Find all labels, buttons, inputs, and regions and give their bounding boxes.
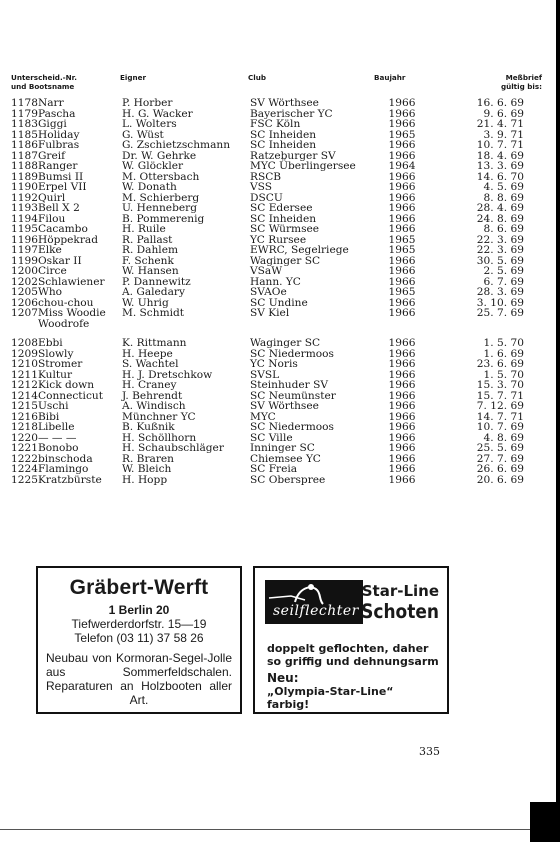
cell-name: Giggi [37,118,67,130]
cell-year: 1966 [388,223,416,235]
cell-name: Erpel VII [37,181,87,193]
cell-nr: 1214 [11,389,38,402]
ad-company-name: Gräbert-Werft [69,576,209,599]
boat-register-table [11,98,526,485]
table-row [11,475,526,486]
cell-nr: 1220 [11,431,38,444]
cell-nr: 1225 [11,473,38,486]
cell-valid: 21. 4. 71 [476,118,524,130]
cell-year: 1966 [388,265,416,277]
cell-club: SC Ville [249,431,293,444]
cell-valid: 8. 8. 69 [483,191,524,204]
cell-club: FSC Köln [249,118,301,130]
cell-year: 1965 [388,286,416,298]
cell-owner: B. Pommerenig [121,212,205,225]
cell-name: Höppekrad [37,233,98,246]
cell-name: Fulbras [37,139,80,151]
cell-club: EWRC, Segelriege [249,244,349,256]
table-row [11,401,526,412]
header-nr: Unterscheid.-Nr. [11,73,77,82]
cell-valid: 7. 12. 69 [476,400,524,412]
table-row [11,119,526,130]
cell-club: MYC Überlingersee [249,160,356,172]
cell-club: Waginger SC [249,254,321,267]
cell-valid: 15. 3. 70 [476,379,524,391]
cell-valid: 6. 7. 69 [483,275,524,288]
cell-year: 1966 [388,139,416,151]
cell-nr: 1194 [11,212,38,225]
cell-club [250,319,378,330]
scan-shadow [530,802,560,842]
cell-year [378,319,426,330]
cell-owner: S. Wachtel [121,358,179,370]
cell-year: 1966 [388,170,416,183]
cell-nr: 1202 [11,275,38,288]
cell-year: 1966 [388,97,416,109]
table-row [11,308,526,319]
header-nr-name [11,73,77,91]
cell-club: Inninger SC [249,442,315,454]
cell-name: Woodrofe [37,317,90,330]
cell-valid: 8. 6. 69 [483,223,524,235]
cell-name: Bumsi II [37,170,84,183]
cell-valid: 18. 4. 69 [476,149,524,162]
ad-street: Tiefwerderdorfstr. 15—19 [71,617,207,631]
ad-city: 1 Berlin 20 [108,603,170,617]
cell-year: 1966 [388,181,416,193]
cell-owner: U. Henneberg [121,202,197,214]
cell-valid: 30. 5. 69 [476,254,524,267]
cell-nr: 1183 [11,118,38,130]
cell-owner: W. Donath [121,181,177,193]
register-group-b [11,338,526,485]
cell-owner: M. Schierberg [121,191,200,204]
cell-club: YC Noris [249,358,298,370]
cell-year: 1966 [388,118,416,130]
cell-club: VSS [249,181,272,193]
cell-owner: M. Ottersbach [121,170,200,183]
cell-owner: H. Ruile [121,223,166,235]
table-row [11,443,526,454]
cell-valid: 13. 3. 69 [476,160,524,172]
cell-nr: 1192 [11,191,38,204]
cell-club: YC Rursee [249,233,307,246]
cell-name: Connecticut [37,389,103,402]
cell-year: 1966 [388,431,416,444]
cell-year: 1966 [388,347,416,360]
table-row [11,224,526,235]
cell-name: binschoda [37,452,93,465]
cell-owner: A. Galedary [121,286,185,298]
cell-name: Narr [37,97,64,109]
cell-valid: 26. 6. 69 [476,463,524,475]
cell-valid: 10. 7. 71 [476,139,524,151]
cell-year: 1966 [388,212,416,225]
body-line-1: doppelt geflochten, daher [267,642,429,655]
cell-owner: P. Horber [121,97,173,109]
cell-year: 1966 [388,107,416,120]
cell-owner: L. Wolters [121,118,177,130]
cell-year: 1966 [388,368,416,381]
ad-phone: Telefon (03 11) 37 58 26 [74,631,204,645]
olympia-line: „Olympia-Star-Line“ farbig! [267,685,394,711]
cell-owner: H. J. Dretschkow [121,368,213,381]
cell-valid: 24. 8. 69 [476,212,524,225]
cell-valid: 3. 10. 69 [476,296,524,309]
cell-valid: 20. 6. 69 [476,473,524,486]
cell-owner: F. Schenk [121,254,174,267]
cell-nr: 1209 [11,347,38,360]
cell-name: Oskar II [37,254,82,267]
cell-nr [11,319,38,330]
cell-club: SVSL [249,368,280,381]
cell-nr: 1222 [11,452,38,465]
cell-club: SC Edersee [249,202,313,214]
table-row [11,98,526,109]
cell-nr: 1212 [11,379,38,391]
cell-club: SC Inheiden [249,128,317,141]
cell-name: Pascha [37,107,76,120]
cell-owner: H. Schaubschläger [121,442,224,454]
page-edge-bottom [0,829,560,830]
cell-owner: R. Dahlem [121,244,179,256]
table-row [11,338,526,349]
cell-year: 1966 [388,442,416,454]
cell-valid: 23. 6. 69 [476,358,524,370]
cell-valid: 3. 9. 71 [483,128,524,141]
cell-owner: A. Windisch [121,400,186,412]
cell-year: 1966 [388,307,416,319]
cell-year: 1966 [388,400,416,412]
cell-name: Flamingo [37,463,89,475]
table-row [11,380,526,391]
cell-valid: 14. 6. 70 [476,170,524,183]
cell-nr: 1224 [11,463,38,475]
cell-valid: 25. 5. 69 [476,442,524,454]
cell-club: RSCB [249,170,282,183]
seilflechter-logo [265,580,363,624]
cell-name: Uschi [37,400,69,412]
cell-nr: 1196 [11,233,38,246]
cell-name: Miss Woodie [37,307,106,319]
cell-club: Chiemsee YC [249,452,321,465]
cell-name: Schlawiener [37,275,105,288]
cell-club: MYC [249,410,276,423]
cell-name: Circe [37,265,67,277]
cell-nr: 1206 [11,296,38,309]
table-row [11,161,526,172]
cell-nr: 1195 [11,223,38,235]
cell-club: Waginger SC [249,337,321,349]
cell-owner [122,319,250,330]
cell-year: 1966 [388,389,416,402]
cell-club: SC Inheiden [249,139,317,151]
cell-valid: 4. 5. 69 [483,181,524,193]
cell-name: chou-chou [37,296,94,309]
cell-owner: H. Hopp [121,473,168,486]
table-row [11,203,526,214]
cell-club: SC Undine [249,296,308,309]
table-row [11,319,526,330]
cell-valid: 15. 7. 71 [476,389,524,402]
cell-nr: 1186 [11,139,38,151]
cell-owner: P. Dannewitz [121,275,191,288]
cell-nr: 1218 [11,421,38,433]
table-row [11,140,526,151]
cell-nr: 1190 [11,181,38,193]
body-line-2: so griffig und dehnungsarm [267,655,439,668]
cell-club: Steinhuder SV [249,379,328,391]
table-row [11,287,526,298]
cell-nr: 1187 [11,149,38,162]
cell-club: SC Niedermoos [249,347,334,360]
cell-nr: 1215 [11,400,38,412]
cell-name: Quirl [37,191,66,204]
cell-nr: 1185 [11,128,38,141]
cell-name: Holiday [37,128,80,141]
cell-valid: 4. 8. 69 [483,431,524,444]
table-row [11,359,526,370]
cell-year: 1966 [388,452,416,465]
register-group-a [11,98,526,329]
cell-nr: 1205 [11,286,38,298]
cell-owner: W. Bleich [121,463,172,475]
cell-nr: 1200 [11,265,38,277]
cell-owner: R. Pallast [121,233,173,246]
cell-owner: H. G. Wacker [121,107,193,120]
cell-nr: 1199 [11,254,38,267]
cell-year: 1966 [388,473,416,486]
ad-graebert-werft [36,566,242,714]
cell-owner: W. Uhrig [121,296,169,309]
cell-valid: 10. 7. 69 [476,421,524,433]
header-owner: Eigner [120,73,147,82]
cell-owner: H. Heepe [121,347,173,360]
cell-year: 1965 [388,244,416,256]
table-row [11,422,526,433]
cell-club: Hann. YC [249,275,301,288]
cell-name: Bonobo [37,442,79,454]
table-row [11,266,526,277]
cell-name: Kultur [37,368,73,381]
cell-nr: 1211 [11,368,38,381]
cell-valid: 27. 7. 69 [476,452,524,465]
cell-owner: W. Hansen [121,265,179,277]
header-valid [420,73,542,91]
cell-nr: 1208 [11,337,38,349]
cell-year: 1966 [388,191,416,204]
page-edge-right [556,0,560,842]
table-row [11,245,526,256]
cell-name: Greif [37,149,66,162]
cell-year: 1966 [388,149,416,162]
cell-valid: 22. 3. 69 [476,233,524,246]
cell-year: 1965 [388,128,416,141]
cell-owner: G. Zschietzschmann [121,139,231,151]
cell-valid: 22. 3. 69 [476,244,524,256]
cell-name: — — — [37,431,77,444]
cell-nr: 1178 [11,97,38,109]
cell-owner: Dr. W. Gehrke [121,149,197,162]
cell-club: SC Würmsee [249,223,320,235]
cell-year: 1965 [388,233,416,246]
cell-name: Ebbi [37,337,63,349]
brand-name [361,582,439,622]
ad-star-line [253,566,449,714]
cell-owner: M. Schmidt [121,307,185,319]
cell-year: 1966 [388,275,416,288]
cell-club: SC Neumünster [249,389,336,402]
cell-nr: 1193 [11,202,38,214]
cell-club: SV Kiel [249,307,290,319]
table-row [11,464,526,475]
cell-year: 1966 [388,410,416,423]
cell-club: SV Wörthsee [249,97,319,109]
cell-name: Stromer [37,358,83,370]
cell-owner: H. Schöllhorn [121,431,197,444]
table-row [11,182,526,193]
cell-owner: W. Glöckler [121,160,184,172]
cell-valid: 1. 6. 69 [483,347,524,360]
cell-valid: 1. 5. 70 [483,368,524,381]
cell-name: Libelle [37,421,75,433]
cell-valid: 28. 4. 69 [476,202,524,214]
cell-year: 1966 [388,358,416,370]
cell-owner: B. Kußnik [121,421,175,433]
cell-year: 1966 [388,337,416,349]
cell-valid: 9. 6. 69 [483,107,524,120]
cell-owner: K. Rittmann [121,337,187,349]
cell-name: Bell X 2 [37,202,80,214]
cell-club: SC Inheiden [249,212,317,225]
cell-nr: 1210 [11,358,38,370]
cell-club: SV Wörthsee [249,400,319,412]
cell-name: Kick down [37,379,95,391]
cell-year: 1966 [388,202,416,214]
cell-name: Ranger [37,160,78,172]
cell-club: DSCU [249,191,283,204]
neu-label: Neu: [267,671,299,685]
cell-club: SVAOe [249,286,287,298]
cell-nr: 1179 [11,107,38,120]
cell-year: 1966 [388,296,416,309]
cell-owner: J. Behrendt [121,389,183,402]
brand-star-line: Star-Line [361,582,439,600]
cell-valid: 16. 6. 69 [476,97,524,109]
cell-valid [426,319,526,330]
cell-name: Cacambo [37,223,88,235]
header-valid-1: Meßbrief [505,73,542,82]
header-club: Club [248,73,267,82]
ad-description: Neubau von Kormoran-Segel-Jolle aus Sommerfeldschalen. Reparaturen an Holzbooten aller Art. [46,651,232,707]
cell-valid: 1. 5. 70 [483,337,524,349]
cell-name: Slowly [37,347,74,360]
cell-club: Bayerischer YC [249,107,333,120]
brand-schoten: Schoten [361,600,439,624]
header-valid-2: gültig bis: [500,82,542,91]
cell-valid: 2. 5. 69 [483,265,524,277]
cell-nr: 1189 [11,170,38,183]
cell-nr: 1221 [11,442,38,454]
cell-club: VSaW [249,265,283,277]
cell-name: Who [37,286,63,298]
cell-nr: 1197 [11,244,38,256]
cell-year: 1966 [388,421,416,433]
cell-name: Filou [37,212,66,225]
cell-valid: 14. 7. 71 [476,410,524,423]
cell-club: SC Freia [249,463,298,475]
cell-owner: R. Braren [121,452,175,465]
header-year: Baujahr [374,73,406,82]
cell-year: 1966 [388,463,416,475]
logo-script-text: seilflechter [273,603,359,619]
cell-year: 1966 [388,254,416,267]
page-number: 335 [419,745,440,758]
cell-year: 1966 [388,379,416,391]
cell-name: Kratzbürste [37,473,102,486]
cell-year: 1964 [388,160,416,172]
cell-nr: 1216 [11,410,38,423]
cell-owner: H. Craney [121,379,177,391]
cell-nr: 1188 [11,160,38,172]
header-boatname: und Bootsname [11,82,75,91]
cell-valid: 28. 3. 69 [476,286,524,298]
cell-valid: 25. 7. 69 [476,307,524,319]
cell-owner: Münchner YC [121,410,196,423]
cell-owner: G. Wüst [121,128,164,141]
cell-name: Bibi [37,410,60,423]
cell-nr: 1207 [11,307,38,319]
cell-club: Ratzeburger SV [249,149,336,162]
ad-star-line-body [267,642,439,711]
cell-club: SC Oberspree [249,473,326,486]
cell-name: Elke [37,244,62,256]
cell-club: SC Niedermoos [249,421,334,433]
